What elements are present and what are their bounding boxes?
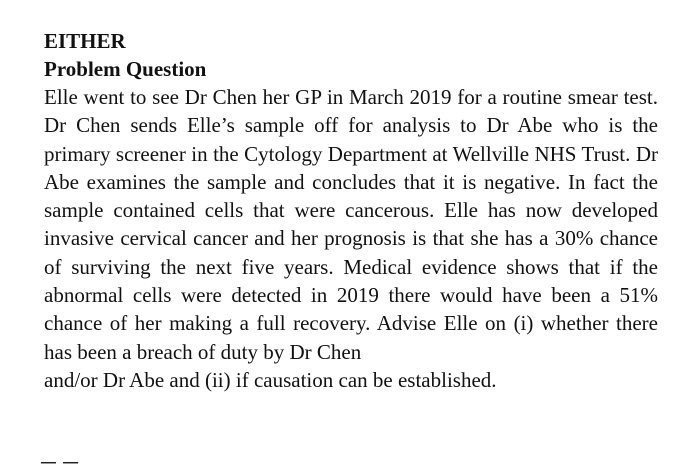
cut-off-text-fragment: ─ ─: [41, 450, 80, 474]
paragraph-last-line: and/or Dr Abe and (ii) if causation can be established.: [44, 367, 497, 392]
paragraph-text: Elle went to see Dr Chen her GP in March 2019 for a routine smear test. Dr Chen sends Elle’s sample off for analysis to Dr Abe who is the primary screener in the Cytology Department at Wellville NHS Trust. Dr Abe examines the sample and concludes that it is negative. In fact the sample contained cells that were cancerous. Elle has now developed invasive cervical cancer and her prognosis is that she has a 30% chance of surviving the next five years. Medical evidence shows that if the abnormal cells were detected in 2019 there would have been a 51% chance of her making a full recovery. Advise Elle on (i) whether there has been a breach of duty by Dr Chen: [44, 85, 658, 364]
problem-paragraph: [44, 83, 658, 394]
heading-problem-question: Problem Question: [44, 57, 207, 81]
heading-either: EITHER: [44, 29, 126, 53]
